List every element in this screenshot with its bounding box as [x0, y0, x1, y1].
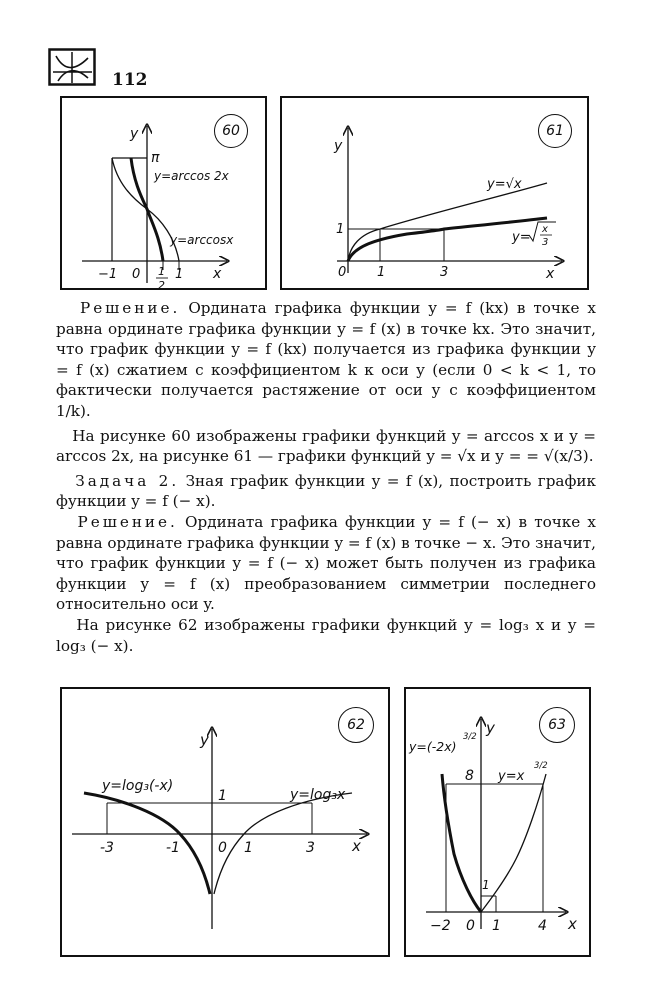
figure-62	[60, 687, 390, 957]
y-axis-label: y	[130, 126, 139, 142]
figure-number-62: 62	[338, 707, 374, 743]
log3-x-curve	[214, 793, 352, 894]
tick-y-1: 1	[336, 222, 345, 237]
tick-half-numerator: 1	[158, 265, 165, 278]
tick-3: 3	[306, 840, 315, 856]
sqrt-x3-denominator: 3	[542, 237, 549, 248]
tick-minus1: -1	[166, 840, 180, 856]
solution-2-heading: Решение.	[77, 512, 178, 531]
left-curve-label: y=(-2x)	[409, 739, 457, 754]
tick-minus3: -3	[100, 840, 114, 856]
book-logo-icon	[48, 48, 96, 86]
x-axis-label: x	[546, 266, 555, 282]
solution-2-body: Ордината графика функции y = f (− x) в точке x равна ординате графика функции y = f (x) в точке − x. Это значит, что график функции y = f (− x) может быть получен из графика функции y = f (x) преобразованием симметрии последнего относительно оси y.	[56, 512, 597, 614]
paragraph-figure-62	[56, 615, 596, 656]
solution-heading: Решение.	[79, 299, 181, 317]
paragraph-solution-1	[56, 298, 596, 422]
tick-0: 0	[218, 840, 227, 856]
tick-x-1: 1	[377, 265, 386, 280]
task-body: Зная график функции y = f (x), построить график функции y = f (− x).	[56, 471, 596, 511]
figure-63	[404, 687, 591, 957]
x-axis-label: x	[352, 837, 361, 855]
arccos-2x-label: y=arccos 2x	[154, 169, 229, 183]
tick-0: 0	[338, 265, 347, 280]
solution-text-1	[56, 298, 596, 656]
tick-y-8: 8	[465, 768, 474, 784]
figures-60-61-text: На рисунке 60 изображены графики функций y = arccos x и y = arccos 2x, на рисунке 61 — графики функций y = √x и y = = √(x/3).	[56, 426, 596, 466]
paragraph-task-2	[56, 471, 596, 512]
solution-body: Ордината графика функции y = f (kx) в точке x равна ординате графика функции y = f (x) в точке kx. Это значит, что график функции y = f (kx) получается из графика функции y = f (x) сжатием с коэффициентом k к оси y (если 0 < k < 1, то фактически получается растяжение от оси y с коэффициентом 1/k).	[56, 299, 596, 420]
y-axis-label: y	[486, 719, 495, 737]
paragraph-solution-2	[56, 512, 596, 615]
page-number: 112	[112, 70, 148, 90]
sqrt-x3-numerator: x	[542, 224, 548, 235]
tick-0: 0	[132, 267, 141, 282]
sqrt-x-label: y=√x	[487, 177, 522, 192]
tick-half-denominator: 2	[158, 279, 165, 292]
figure-61	[280, 96, 589, 290]
figure-number-60: 60	[214, 114, 248, 148]
task-heading: Задача 2.	[75, 471, 180, 490]
tick-minus2: −2	[430, 918, 451, 934]
paragraph-figures-60-61	[56, 426, 596, 467]
neg-2x-pow-3-2-curve	[442, 774, 481, 912]
right-curve-label: y=x	[498, 769, 525, 784]
figure-number-61: 61	[538, 114, 572, 148]
tick-y-1: 1	[482, 878, 490, 892]
right-curve-exponent: 3/2	[534, 761, 548, 771]
left-curve-exponent: 3/2	[463, 732, 477, 742]
x-pow-3-2-curve	[481, 774, 546, 912]
tick-0: 0	[466, 918, 475, 934]
pi-label: π	[151, 150, 160, 166]
y-axis-label: y	[200, 731, 209, 749]
tick-y-1: 1	[218, 788, 227, 804]
tick-1: 1	[175, 267, 184, 282]
tick-4: 4	[538, 918, 547, 934]
figure-60	[60, 96, 267, 290]
tick-1: 1	[492, 918, 501, 934]
x-axis-label: x	[213, 266, 222, 282]
figure-number-63: 63	[539, 707, 575, 743]
y-axis-label: y	[334, 138, 343, 154]
sqrt-x3-label-prefix: y=	[512, 230, 531, 245]
x-axis-label: x	[568, 915, 577, 933]
figure-62-text: На рисунке 62 изображены графики функций y = log₃ x и y = log₃ (− x).	[56, 615, 596, 655]
tick-1: 1	[244, 840, 253, 856]
log3-x-label: y=log₃x	[290, 787, 346, 803]
tick-minus1: −1	[98, 267, 118, 282]
tick-x-3: 3	[440, 265, 449, 280]
arccos-x-label: y=arccosx	[170, 233, 234, 247]
log3-neg-x-label: y=log₃(-x)	[102, 778, 174, 794]
